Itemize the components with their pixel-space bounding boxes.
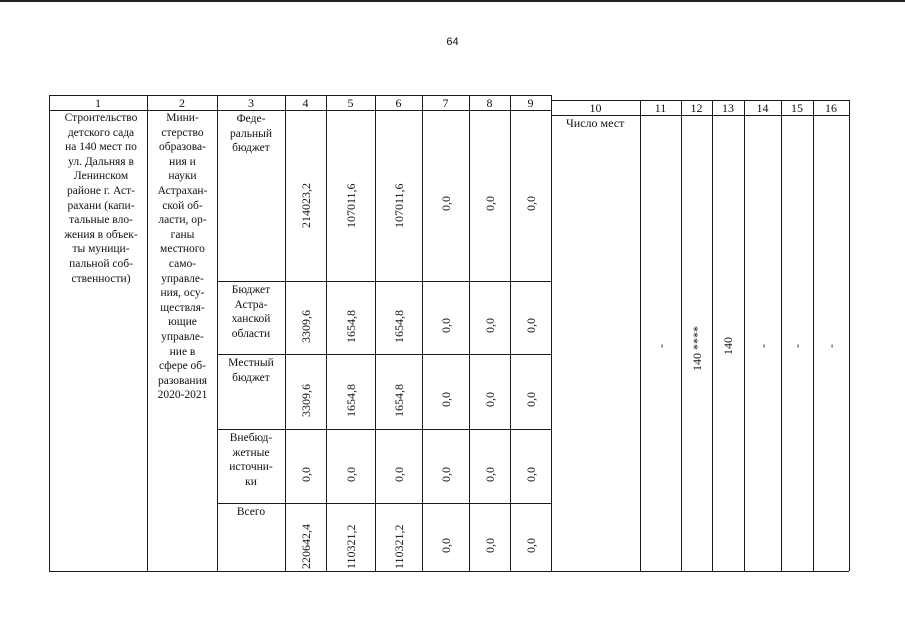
- column-number-13: 13: [722, 101, 734, 115]
- page-number: 64: [446, 36, 459, 48]
- target-value-12: 140 ****: [689, 326, 704, 372]
- column-number-8: 8: [486, 96, 493, 110]
- table-bottom-border: [49, 571, 849, 572]
- column-border-r7: [849, 100, 850, 571]
- column-border-1: [147, 95, 148, 571]
- column-number-15: 15: [791, 101, 803, 115]
- amount-cell: 0,0: [391, 466, 406, 482]
- amount-cell: 0,0: [523, 466, 538, 482]
- amount-cell: 110321,2: [391, 524, 406, 570]
- column-number-4: 4: [302, 96, 309, 110]
- amount-cell: 1654,8: [391, 310, 406, 344]
- column-border-r6: [813, 100, 814, 571]
- amount-cell: 0,0: [482, 196, 497, 212]
- amount-cell: 0,0: [482, 392, 497, 408]
- column-number-3: 3: [248, 96, 254, 110]
- column-number-16: 16: [825, 101, 837, 115]
- funding-source-2: Бюджет Астра- ханской области: [231, 284, 271, 340]
- column-number-12: 12: [690, 101, 703, 115]
- funding-source-3: Местный бюджет: [228, 357, 274, 384]
- amount-cell: 0,0: [523, 392, 538, 408]
- amount-cell: 1654,8: [391, 384, 406, 418]
- amount-cell: 0,0: [343, 466, 358, 482]
- column-border-5: [375, 95, 376, 571]
- column-number-2: 2: [179, 96, 185, 110]
- amount-cell: 0,0: [438, 392, 453, 408]
- column-number-6: 6: [395, 96, 402, 110]
- column-border-7: [469, 95, 470, 571]
- amount-cell: 0,0: [438, 196, 453, 212]
- funding-source-5: Всего: [236, 506, 266, 518]
- amount-cell: 0,0: [482, 466, 497, 482]
- amount-cell: 0,0: [298, 466, 313, 482]
- target-value-16: -: [824, 344, 838, 349]
- amount-cell: 0,0: [438, 466, 453, 482]
- column-border-8: [510, 95, 511, 571]
- amount-cell: 110321,2: [343, 524, 358, 570]
- amount-cell: 1654,8: [343, 310, 358, 344]
- amount-cell: 0,0: [482, 537, 497, 553]
- amount-cell: 214023,2: [298, 182, 313, 228]
- row-separator-1: [217, 281, 551, 282]
- table-top-border-right: [551, 100, 849, 101]
- column-number-9: 9: [527, 96, 534, 110]
- column-border-r3: [712, 100, 713, 571]
- row-separator-2: [217, 354, 551, 355]
- amount-cell: 1654,8: [343, 384, 358, 418]
- column-border-6: [422, 95, 423, 571]
- indicator-label: Число мест: [566, 116, 625, 130]
- amount-cell: 0,0: [482, 318, 497, 334]
- page-top-border: [0, 0, 905, 2]
- target-value-14: -: [755, 344, 770, 349]
- column-border-4: [326, 95, 327, 571]
- row-separator-4: [217, 503, 551, 504]
- funding-source-1: Феде- ральный бюджет: [230, 113, 272, 155]
- table-top-border-left: [49, 95, 551, 96]
- target-value-13: 140: [721, 336, 735, 355]
- column-border-r2: [681, 100, 682, 571]
- amount-cell: 0,0: [438, 318, 453, 334]
- amount-cell: 0,0: [523, 537, 538, 553]
- column-number-1: 1: [95, 96, 101, 110]
- amount-cell: 107011,6: [343, 183, 358, 228]
- amount-cell: 107011,6: [391, 183, 406, 228]
- row-separator-3: [217, 429, 551, 430]
- column-border-3: [285, 95, 286, 571]
- amount-cell: 0,0: [523, 196, 538, 212]
- amount-cell: 3309,6: [298, 384, 313, 418]
- amount-cell: 3309,6: [298, 310, 313, 344]
- amount-cell: 0,0: [438, 537, 453, 553]
- column-border-0: [49, 95, 50, 571]
- column-border-r1: [640, 100, 641, 571]
- column-number-7: 7: [442, 96, 449, 110]
- amount-cell: 220642,4: [298, 524, 313, 570]
- amount-cell: 0,0: [523, 318, 538, 334]
- target-value-15: -: [790, 344, 804, 349]
- column-number-11: 11: [654, 101, 667, 115]
- column-border-r4: [744, 100, 745, 571]
- column-border-r0: [551, 95, 552, 571]
- column-number-14: 14: [756, 101, 769, 115]
- target-value-11: -: [653, 344, 668, 349]
- object-name: Строительство детского сада на 140 мест по ул. Дальняя в Ленинском районе г. Аст- рахани (капи- тальные вло- жения в объек- ты муници- пальной соб- ственности): [64, 112, 138, 285]
- column-number-5: 5: [347, 96, 354, 110]
- column-border-r5: [781, 100, 782, 571]
- column-number-10: 10: [589, 101, 602, 115]
- funding-source-4: Внебюд- жетные источни- ки: [229, 432, 273, 488]
- executor-name: Мини- стерство образова- ния и науки Астрахан- ской об- ласти, ор- ганы местного само- управле- ния, осу- ществля- ющие управле- ние в сфере об- разования 2020-2021: [157, 112, 208, 402]
- column-border-2: [217, 95, 218, 571]
